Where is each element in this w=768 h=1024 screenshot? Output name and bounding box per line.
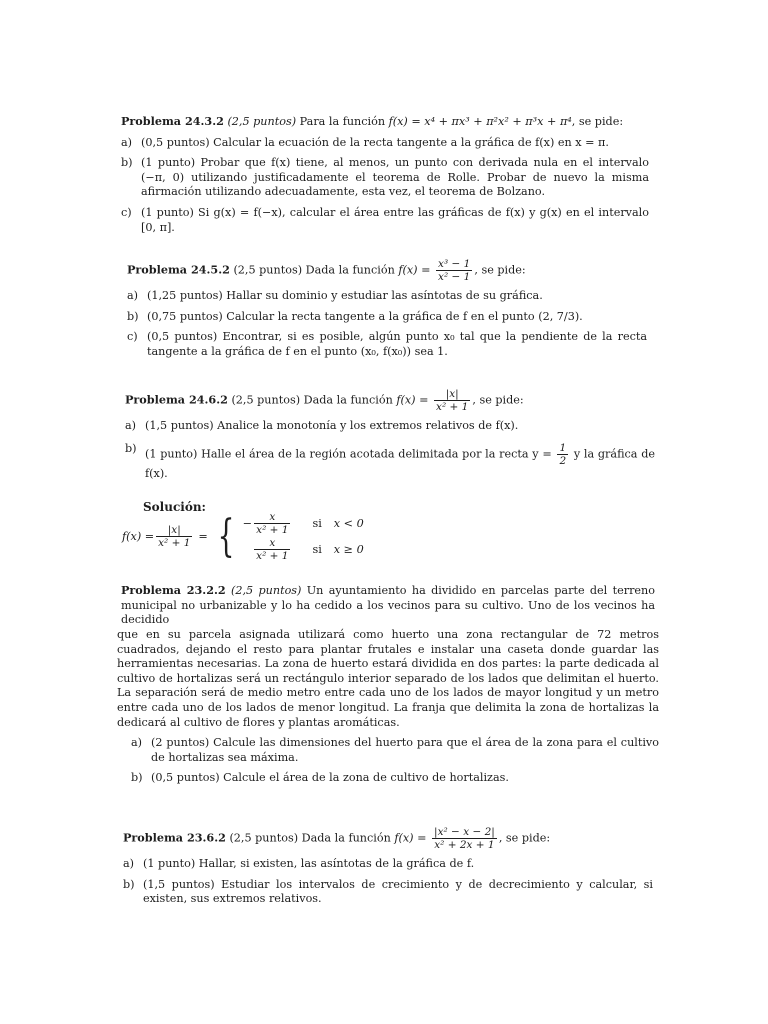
- case-fraction: [254, 537, 290, 562]
- problem-24-5-2: [127, 258, 647, 359]
- problem-points: (2,5 puntos): [227, 115, 297, 128]
- list-item: [121, 136, 649, 151]
- fraction-numerator: x: [254, 537, 290, 550]
- item-label: b): [131, 771, 143, 785]
- case-row: [243, 537, 364, 562]
- item-label: b): [127, 309, 139, 323]
- problem-24-6-2: [125, 388, 655, 481]
- case-si: si: [312, 517, 322, 530]
- case-row: [243, 511, 364, 536]
- problem-header: [125, 388, 655, 413]
- problem-title: Problema 23.2.2: [121, 583, 226, 597]
- list-item: [123, 857, 653, 872]
- problem-intro: Un ayuntamiento ha dividido en parcelas parte del terreno municipal no urbanizable y lo ha cedido a los vecinos para su cultivo. Uno de los vecinos ha decidido: [121, 584, 655, 627]
- solution-title: Solución:: [143, 500, 206, 514]
- fraction-denominator: x² + 1: [158, 537, 191, 549]
- item-text: (1,5 puntos) Estudiar los intervalos de crecimiento y de decrecimiento y calcular, si existen, sus extremos relativos.: [143, 877, 653, 906]
- piecewise-cases: [243, 511, 364, 562]
- problem-points: (2,5 puntos): [233, 263, 303, 277]
- list-item: [127, 289, 647, 304]
- half-fraction: [557, 442, 568, 467]
- item-text-end: y la gráfica de f(x).: [145, 447, 655, 480]
- case-inequality: x < 0: [333, 517, 364, 530]
- fraction-numerator: |x² − x − 2|: [434, 826, 495, 838]
- problem-points: (2,5 puntos): [229, 831, 299, 845]
- case-inequality: x ≥ 0: [333, 543, 364, 556]
- problem-intro-end: , se pide:: [474, 263, 526, 277]
- list-item: [121, 206, 649, 235]
- problem-header: [121, 114, 649, 130]
- problem-title: Problema 24.3.2: [121, 114, 224, 128]
- list-item: [123, 878, 653, 907]
- formula-lhs: f(x) =: [398, 263, 431, 277]
- item-label: b): [121, 156, 133, 170]
- item-label: c): [127, 330, 138, 344]
- formula-fraction: [432, 826, 497, 851]
- problem-paragraph: que en su parcela asignada utilizará como huerto una zona rectangular de 72 metros cuadrados, dejando el resto para plantar frutales e instalar una caseta donde guardar las herramientas necesarias. La zona de huerto estará dividida en dos partes: la parte dedicada al cultivo de hortalizas será un rectángulo interior separado de los lados que delimitan el huerto. La separación será de medio metro entre cada uno de los lados de mayor longitud y un metro entre cada uno de los lados de menor longitud. La franja que delimita la zona de hortalizas la dedicará al cultivo de flores y plantas aromáticas.: [117, 628, 659, 729]
- list-item: [117, 736, 659, 765]
- fraction-numerator: x: [254, 511, 290, 524]
- problem-header: [123, 826, 653, 851]
- problem-intro: Dada la función: [305, 263, 395, 277]
- fraction-denominator: x² − 1: [438, 271, 471, 283]
- problem-24-3-2: [121, 114, 649, 235]
- formula-fraction: [434, 388, 470, 413]
- problem-intro-end: , se pide:: [498, 831, 551, 845]
- formula-lhs: f(x) =: [394, 831, 427, 845]
- formula-fraction: [436, 258, 472, 283]
- case-si: si: [312, 543, 322, 556]
- item-label: a): [121, 135, 133, 149]
- problem-points: (2,5 puntos): [231, 393, 301, 407]
- solution-equation: [122, 511, 364, 562]
- problem-points: (2,5 puntos): [231, 584, 302, 597]
- problem-23-6-2: [123, 826, 653, 907]
- fraction-denominator: x² + 2x + 1: [434, 839, 495, 851]
- fraction-numerator: |x|: [156, 524, 192, 537]
- fraction-numerator: |x|: [434, 388, 470, 401]
- left-brace-icon: {: [217, 510, 235, 562]
- solution-lhs: f(x) =: [122, 530, 155, 543]
- fraction-denominator: x² + 1: [256, 550, 289, 562]
- problem-23-2-2: [121, 583, 655, 628]
- solution-lhs-fraction: [156, 524, 192, 549]
- item-text: [145, 442, 655, 482]
- problem-intro: Dada la función: [301, 831, 391, 845]
- fraction-denominator: 2: [559, 454, 567, 467]
- list-item: [117, 771, 659, 786]
- item-text-start: (1 punto) Halle el área de la región acotada delimitada por la recta y =: [145, 447, 552, 461]
- fraction-numerator: x³ − 1: [438, 258, 471, 270]
- case-condition: [312, 543, 363, 556]
- list-item: [125, 442, 655, 482]
- problem-intro-end: , se pide:: [472, 393, 524, 407]
- item-text: (0,5 puntos) Calcule el área de la zona de cultivo de hortalizas.: [151, 771, 509, 785]
- list-item: [127, 310, 647, 325]
- item-text: (0,5 puntos) Calcular la ecuación de la recta tangente a la gráfica de f(x) en x = π.: [141, 135, 609, 149]
- case-fraction: [254, 511, 290, 536]
- problem-header: [127, 258, 647, 283]
- item-label: b): [123, 877, 135, 891]
- problem-23-2-2-body: [117, 628, 659, 786]
- item-text: (1 punto) Hallar, si existen, las asíntotas de la gráfica de f.: [143, 857, 475, 870]
- item-label: a): [131, 736, 143, 750]
- problem-intro: Dada la función: [303, 393, 393, 407]
- item-text: (0,5 puntos) Encontrar, si es posible, algún punto x₀ tal que la pendiente de la recta tangente a la gráfica de f en el punto (x₀, f(x₀)) sea 1.: [147, 330, 647, 358]
- problem-header: [121, 583, 655, 628]
- item-text: (1 punto) Probar que f(x) tiene, al menos, un punto con derivada nula en el intervalo (−π, 0) utilizando justificadamente el teorema de Rolle. Probar de nuevo la misma afirmación utilizando adecuadamente, esta vez, el teorema de Bolzano.: [141, 156, 649, 199]
- case-sign: −: [242, 517, 253, 530]
- fraction-denominator: x² + 1: [256, 524, 289, 536]
- item-text: (1,25 puntos) Hallar su dominio y estudiar las asíntotas de su gráfica.: [147, 289, 543, 302]
- formula-lhs: f(x) =: [396, 393, 429, 407]
- list-item: [127, 330, 647, 359]
- list-item: [125, 419, 655, 434]
- item-label: a): [125, 419, 137, 432]
- equals-sign: =: [198, 530, 208, 543]
- fraction-denominator: x² + 1: [436, 401, 469, 413]
- problem-title: Problema 24.6.2: [125, 392, 228, 407]
- problem-formula: f(x) = x⁴ + πx³ + π²x² + π³x + π⁴: [388, 115, 572, 128]
- problem-intro: Para la función: [299, 115, 386, 128]
- item-label: c): [121, 205, 132, 219]
- item-label: a): [127, 289, 139, 302]
- list-item: [121, 156, 649, 200]
- item-text: (2 puntos) Calcule las dimensiones del huerto para que el área de la zona para el cultivo de hortalizas sea máxima.: [151, 736, 659, 764]
- fraction-numerator: 1: [559, 441, 567, 454]
- problem-title: Problema 23.6.2: [123, 830, 226, 845]
- item-label: a): [123, 857, 135, 870]
- item-label: b): [125, 441, 137, 455]
- item-text: (0,75 puntos) Calcular la recta tangente a la gráfica de f en el punto (2, 7/3).: [147, 309, 583, 323]
- case-condition: [312, 517, 363, 530]
- problem-title: Problema 24.5.2: [127, 262, 230, 277]
- item-text: (1,5 puntos) Analice la monotonía y los extremos relativos de f(x).: [145, 419, 519, 432]
- item-text: (1 punto) Si g(x) = f(−x), calcular el área entre las gráficas de f(x) y g(x) en el intervalo [0, π].: [141, 205, 649, 234]
- problem-intro-end: , se pide:: [571, 115, 624, 128]
